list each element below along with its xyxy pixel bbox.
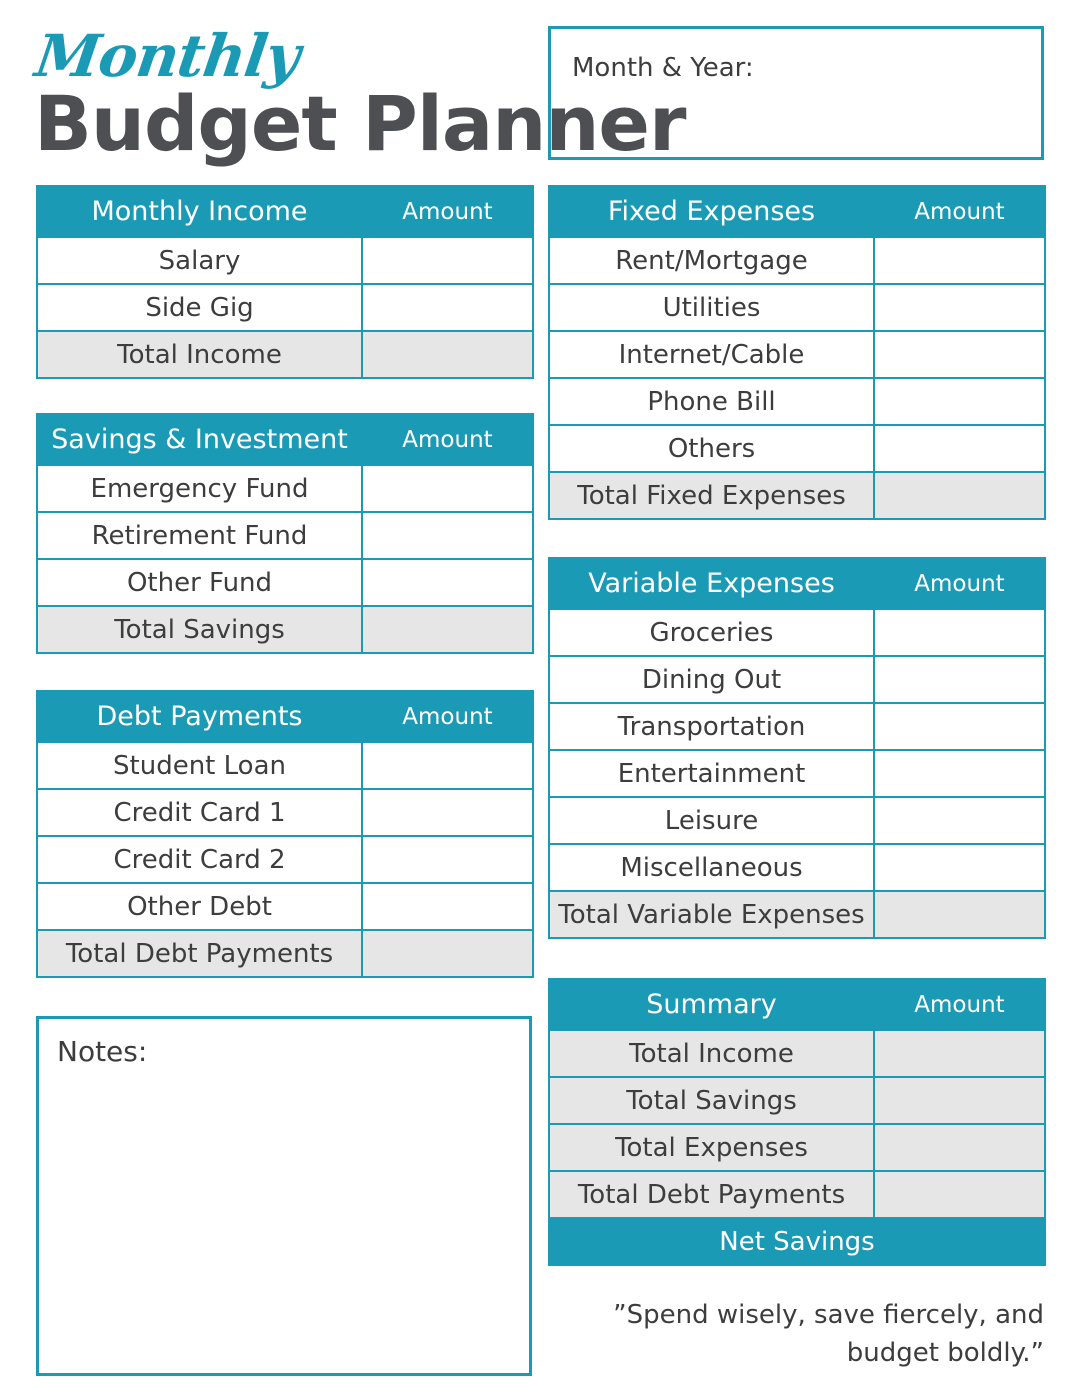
quote-line-1: ”Spend wisely, save fiercely, and <box>613 1300 1044 1330</box>
amount-cell[interactable] <box>874 844 1045 891</box>
table-row <box>37 512 533 559</box>
script-title: Monthly <box>31 22 304 90</box>
savings-table <box>36 413 534 654</box>
amount-cell[interactable] <box>362 883 533 930</box>
table-row <box>549 425 1045 472</box>
amount-cell[interactable] <box>362 789 533 836</box>
summary-row <box>549 1124 1045 1171</box>
amount-cell[interactable] <box>874 425 1045 472</box>
table-row <box>37 465 533 512</box>
row-label: Student Loan <box>37 742 362 789</box>
month-year-label: Month & Year: <box>572 53 754 83</box>
amount-cell[interactable] <box>362 930 533 977</box>
row-label: Groceries <box>549 609 874 656</box>
amount-cell[interactable] <box>362 284 533 331</box>
notes-box[interactable] <box>36 1016 532 1376</box>
row-label: Dining Out <box>549 656 874 703</box>
amount-cell[interactable] <box>874 656 1045 703</box>
total-label: Total Income <box>37 331 362 378</box>
income-table <box>36 185 534 379</box>
debt-amount-header: Amount <box>362 691 533 742</box>
row-label: Salary <box>37 237 362 284</box>
savings-amount-header: Amount <box>362 414 533 465</box>
debt-table <box>36 690 534 978</box>
row-label: Total Income <box>549 1030 874 1077</box>
table-row <box>37 883 533 930</box>
row-label: Emergency Fund <box>37 465 362 512</box>
fixed-expenses-table <box>548 185 1046 520</box>
fixed-amount-header: Amount <box>874 186 1045 237</box>
variable-title: Variable Expenses <box>549 558 874 609</box>
row-label: Credit Card 2 <box>37 836 362 883</box>
net-savings-label: Net Savings <box>549 1218 1045 1265</box>
net-savings-row <box>549 1218 1045 1265</box>
row-label: Entertainment <box>549 750 874 797</box>
amount-cell[interactable] <box>874 703 1045 750</box>
total-label: Total Fixed Expenses <box>549 472 874 519</box>
table-row <box>549 844 1045 891</box>
amount-cell[interactable] <box>874 378 1045 425</box>
notes-label: Notes: <box>57 1035 148 1068</box>
row-label: Miscellaneous <box>549 844 874 891</box>
summary-table <box>548 978 1046 1266</box>
amount-cell[interactable] <box>874 609 1045 656</box>
summary-row <box>549 1077 1045 1124</box>
variable-amount-header: Amount <box>874 558 1045 609</box>
amount-cell[interactable] <box>362 237 533 284</box>
amount-cell[interactable] <box>874 891 1045 938</box>
variable-expenses-table <box>548 557 1046 939</box>
table-row <box>549 703 1045 750</box>
table-row <box>37 789 533 836</box>
savings-title: Savings & Investment <box>37 414 362 465</box>
table-row <box>37 284 533 331</box>
table-row <box>549 797 1045 844</box>
amount-cell[interactable] <box>362 559 533 606</box>
table-row <box>549 609 1045 656</box>
amount-cell[interactable] <box>362 465 533 512</box>
total-label: Total Variable Expenses <box>549 891 874 938</box>
total-row <box>37 930 533 977</box>
amount-cell[interactable] <box>874 1030 1045 1077</box>
amount-cell[interactable] <box>362 331 533 378</box>
table-row <box>37 742 533 789</box>
total-label: Total Savings <box>37 606 362 653</box>
summary-title: Summary <box>549 979 874 1030</box>
table-row <box>549 237 1045 284</box>
amount-cell[interactable] <box>362 512 533 559</box>
amount-cell[interactable] <box>874 797 1045 844</box>
table-row <box>37 559 533 606</box>
summary-row <box>549 1030 1045 1077</box>
amount-cell[interactable] <box>874 1077 1045 1124</box>
table-row <box>549 284 1045 331</box>
table-row <box>549 750 1045 797</box>
amount-cell[interactable] <box>362 836 533 883</box>
amount-cell[interactable] <box>874 1124 1045 1171</box>
table-row <box>549 378 1045 425</box>
row-label: Side Gig <box>37 284 362 331</box>
row-label: Transportation <box>549 703 874 750</box>
table-row <box>37 836 533 883</box>
amount-cell[interactable] <box>874 331 1045 378</box>
summary-amount-header: Amount <box>874 979 1045 1030</box>
total-row <box>549 472 1045 519</box>
row-label: Rent/Mortgage <box>549 237 874 284</box>
amount-cell[interactable] <box>874 750 1045 797</box>
month-year-box[interactable] <box>548 26 1044 160</box>
row-label: Phone Bill <box>549 378 874 425</box>
page-title: Budget Planner <box>34 79 686 168</box>
amount-cell[interactable] <box>362 742 533 789</box>
amount-cell[interactable] <box>874 472 1045 519</box>
row-label: Total Debt Payments <box>549 1171 874 1218</box>
amount-cell[interactable] <box>874 1171 1045 1218</box>
total-row <box>549 891 1045 938</box>
row-label: Leisure <box>549 797 874 844</box>
row-label: Retirement Fund <box>37 512 362 559</box>
table-row <box>37 237 533 284</box>
row-label: Utilities <box>549 284 874 331</box>
income-amount-header: Amount <box>362 186 533 237</box>
total-label: Total Debt Payments <box>37 930 362 977</box>
row-label: Total Expenses <box>549 1124 874 1171</box>
total-row <box>37 331 533 378</box>
quote <box>584 1296 1044 1372</box>
amount-cell[interactable] <box>362 606 533 653</box>
quote-line-2: budget boldly.” <box>846 1338 1044 1368</box>
total-row <box>37 606 533 653</box>
row-label: Other Fund <box>37 559 362 606</box>
row-label: Total Savings <box>549 1077 874 1124</box>
row-label: Others <box>549 425 874 472</box>
amount-cell[interactable] <box>874 237 1045 284</box>
debt-title: Debt Payments <box>37 691 362 742</box>
table-row <box>549 656 1045 703</box>
table-row <box>549 331 1045 378</box>
summary-row <box>549 1171 1045 1218</box>
amount-cell[interactable] <box>874 284 1045 331</box>
fixed-title: Fixed Expenses <box>549 186 874 237</box>
row-label: Credit Card 1 <box>37 789 362 836</box>
row-label: Internet/Cable <box>549 331 874 378</box>
income-title: Monthly Income <box>37 186 362 237</box>
row-label: Other Debt <box>37 883 362 930</box>
